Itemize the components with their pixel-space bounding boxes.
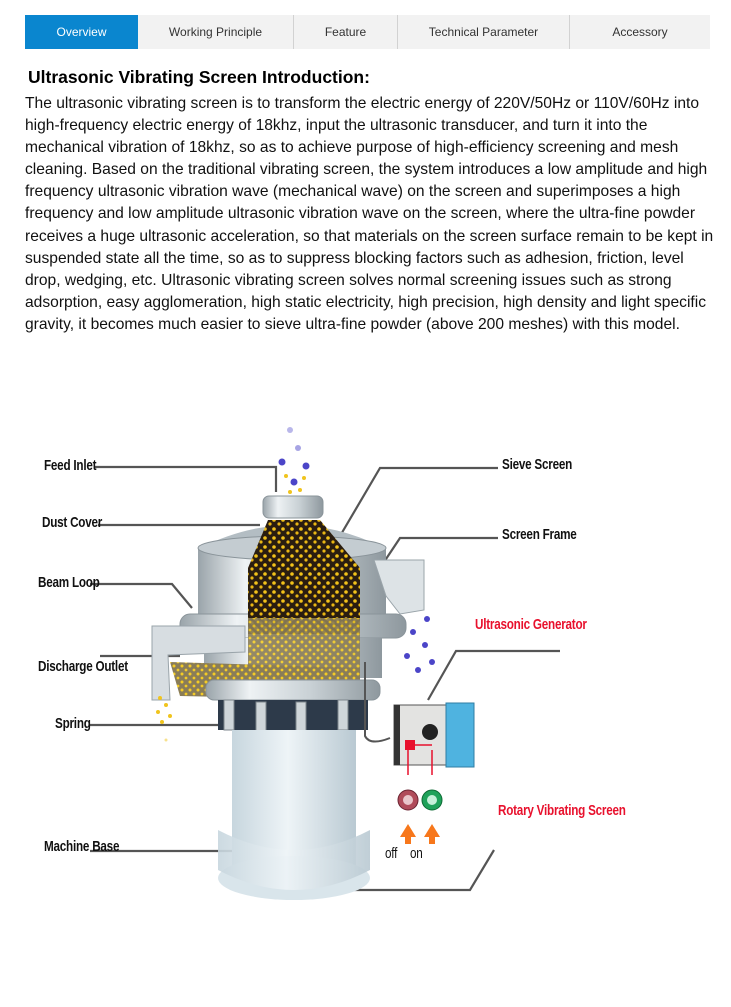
- power-buttons: [398, 790, 442, 844]
- arrow-up-icon: [424, 824, 440, 844]
- label-rotary-vibrating-screen: Rotary Vibrating Screen: [498, 802, 626, 819]
- label-dust-cover: Dust Cover: [42, 514, 103, 531]
- label-off: off: [385, 845, 398, 862]
- label-ultrasonic-generator: Ultrasonic Generator: [475, 616, 587, 633]
- intro-paragraph: The ultrasonic vibrating screen is to transform the electric energy of 220V/50Hz or 110V/60Hz into high-frequency electric energy of 18khz, input the ultrasonic transducer, and turn it into the mechanical vibration of 18khz, so as to achieve purpose of high-efficiency screening and mesh cleaning. Based on the traditional vibrating screen, the system introduces a low amplitude and high frequency ultrasonic vibration wave (mechanical wave) on the screen and superimposes a high frequency and low amplitude ultrasonic vibration wave on the screen, where the ultra-fine powder receives a huge ultrasonic acceleration, so that materials on the screen surface remain to be kept in suspended state all the time, so as to suppress blocking factors such as adhesion, friction, level drop, wedging, etc. Ultrasonic vibrating screen solves normal screening issues such as strong adsorption, easy agglomeration, high static electricity, high precision, high density and light specific gravity, it becomes much easier to sieve ultra-fine powder (above 200 meshes) with this model.: [25, 95, 714, 333]
- label-spring: Spring: [55, 715, 91, 732]
- fine-particles: [156, 696, 172, 742]
- tab-feature[interactable]: Feature: [294, 15, 398, 49]
- label-machine-base: Machine Base: [44, 838, 120, 855]
- tab-technical-parameter[interactable]: Technical Parameter: [398, 15, 570, 49]
- section-title: Ultrasonic Vibrating Screen Introduction:: [28, 67, 370, 87]
- tab-working-principle[interactable]: Working Principle: [138, 15, 294, 49]
- label-discharge-outlet: Discharge Outlet: [38, 658, 128, 675]
- tab-overview[interactable]: Overview: [25, 15, 138, 49]
- label-feed-inlet: Feed Inlet: [44, 457, 97, 474]
- product-tabs: [25, 15, 710, 49]
- feed-particles: [279, 427, 310, 494]
- label-beam-loop: Beam Loop: [38, 574, 100, 591]
- tab-accessory[interactable]: Accessory: [612, 25, 668, 39]
- machine-body: [152, 496, 424, 900]
- label-screen-frame: Screen Frame: [502, 526, 577, 543]
- arrow-up-icon: [400, 824, 416, 844]
- oversize-particles: [404, 616, 435, 673]
- ultrasonic-generator-box: [394, 703, 474, 775]
- label-on: on: [410, 845, 423, 862]
- label-sieve-screen: Sieve Screen: [502, 456, 573, 473]
- machine-diagram: [20, 400, 660, 920]
